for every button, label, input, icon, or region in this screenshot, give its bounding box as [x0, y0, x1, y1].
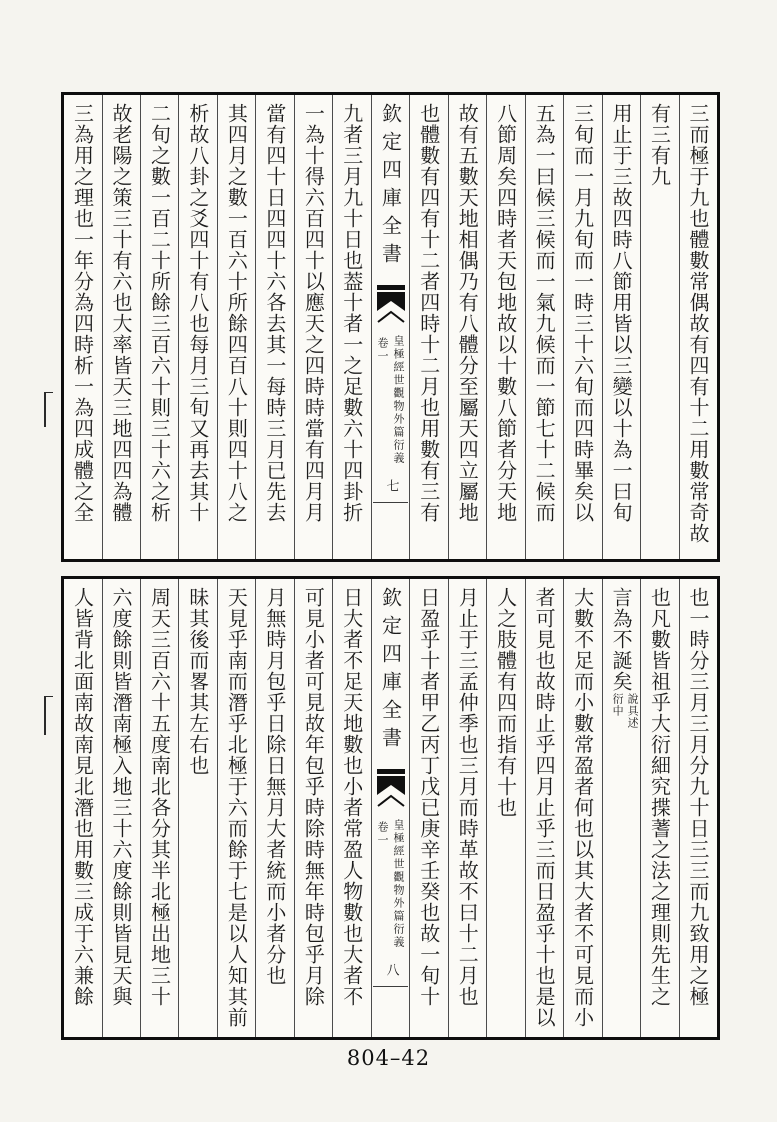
text-column: 大數不足而小數常盈者何也以其大者不可見而小: [563, 579, 601, 1037]
note-line-left: 衍中: [611, 693, 625, 717]
page-number: 804–42: [346, 1046, 431, 1070]
note-line-right: 說具述: [626, 693, 640, 729]
text-column: 五為一曰候三候而一氣九候而一節七十二候而: [525, 95, 563, 559]
fishtail-ornament-icon: [376, 285, 406, 325]
text-column: 月無時月包乎日除日無月大者統而小者分也: [255, 579, 293, 1037]
folio-number: 七: [383, 479, 399, 493]
text-column: 當有四十日四四十六各去其一每時三月已先去: [255, 95, 293, 559]
text-column: 月止于三孟仲季也三月而時革故不曰十二月也: [448, 579, 486, 1037]
text-column: 二旬之數一百二十所餘三百六十則三十六之析: [140, 95, 178, 559]
center-column: [371, 579, 409, 1037]
volume-label: 卷一: [376, 337, 390, 363]
top-page-frame: [61, 92, 720, 562]
text-column: 故老陽之策三十有六也大率皆天三地四四為體: [102, 95, 140, 559]
text-column: 析故八卦之爻四十有八也每月三旬又再去其十: [178, 95, 216, 559]
volume-label: 卷一: [376, 821, 390, 847]
book-title: 皇極經世觀物外篇衍義: [392, 335, 406, 465]
text-column: 八節周矣四時者天包地故以十數八節者分天地: [486, 95, 524, 559]
text-column: 者可見也故時止乎四月止乎三而日盈乎十也是以: [525, 579, 563, 1037]
text-column: 其四月之數一百六十所餘四百八十則四十八之: [217, 95, 255, 559]
text-column: 六度餘則皆潛南極入地三十六度餘則皆見天與: [102, 579, 140, 1037]
series-title: 欽定四庫全書: [378, 103, 403, 271]
margin-mark: [44, 392, 53, 427]
text-column: 也體數有四有十二者四時十二月也用數有三有: [409, 95, 447, 559]
margin-mark: [44, 696, 53, 735]
interlinear-note: [610, 693, 640, 729]
folio-divider: [373, 502, 407, 503]
text-column: 人皆背北面南故南見北潛也用數三成于六兼餘: [70, 587, 95, 1007]
series-title: 欽定四庫全書: [378, 587, 403, 755]
text-column: 也凡數皆祖乎大衍細究揲蓍之法之理則先生之: [640, 579, 678, 1037]
text-column: 可見小者可見故年包乎時除時無年時包乎月除: [294, 579, 332, 1037]
text-column: 三而極于九也體數常偶故有四有十二用數常奇故: [679, 95, 717, 559]
text-column: 故有五數天地相偶乃有八體分至屬天四立屬地: [448, 95, 486, 559]
text-run: 言為不誕矣: [609, 587, 634, 692]
text-column: 一為十得六百四十以應天之四時時當有四月月: [294, 95, 332, 559]
text-column: 人之肢體有四而指有十也: [486, 579, 524, 1037]
text-column: 用止于三故四時八節用皆以三變以十為一曰旬: [602, 95, 640, 559]
text-column: 也一時分三月三月分九十日三三而九致用之極: [679, 579, 717, 1037]
center-column: [371, 95, 409, 559]
text-column: 九者三月九十日也葢十者一之足數六十四卦折: [332, 95, 370, 559]
text-column: 天見乎南而潛乎北極于六而餘于七是以人知其前: [217, 579, 255, 1037]
text-column: 日大者不足天地數也小者常盈人物數也大者不: [332, 579, 370, 1037]
text-column: 三為用之理也一年分為四時析一為四成體之全: [70, 103, 95, 523]
text-column: [602, 579, 640, 1037]
folio-number: 八: [383, 963, 399, 977]
text-column: 日盈乎十者甲乙丙丁戊已庚辛壬癸也故一旬十: [409, 579, 447, 1037]
fishtail-ornament-icon: [376, 769, 406, 809]
bottom-page-frame: [61, 576, 720, 1040]
text-column: 三旬而一月九旬而一時三十六旬而四時畢矣以: [563, 95, 601, 559]
book-title: 皇極經世觀物外篇衍義: [392, 819, 406, 949]
folio-divider: [373, 986, 407, 987]
text-column: 有三有九: [640, 95, 678, 559]
text-column: 昧其後而畧其左右也: [178, 579, 216, 1037]
text-column: 周天三百六十五度南北各分其半北極出地三十: [140, 579, 178, 1037]
